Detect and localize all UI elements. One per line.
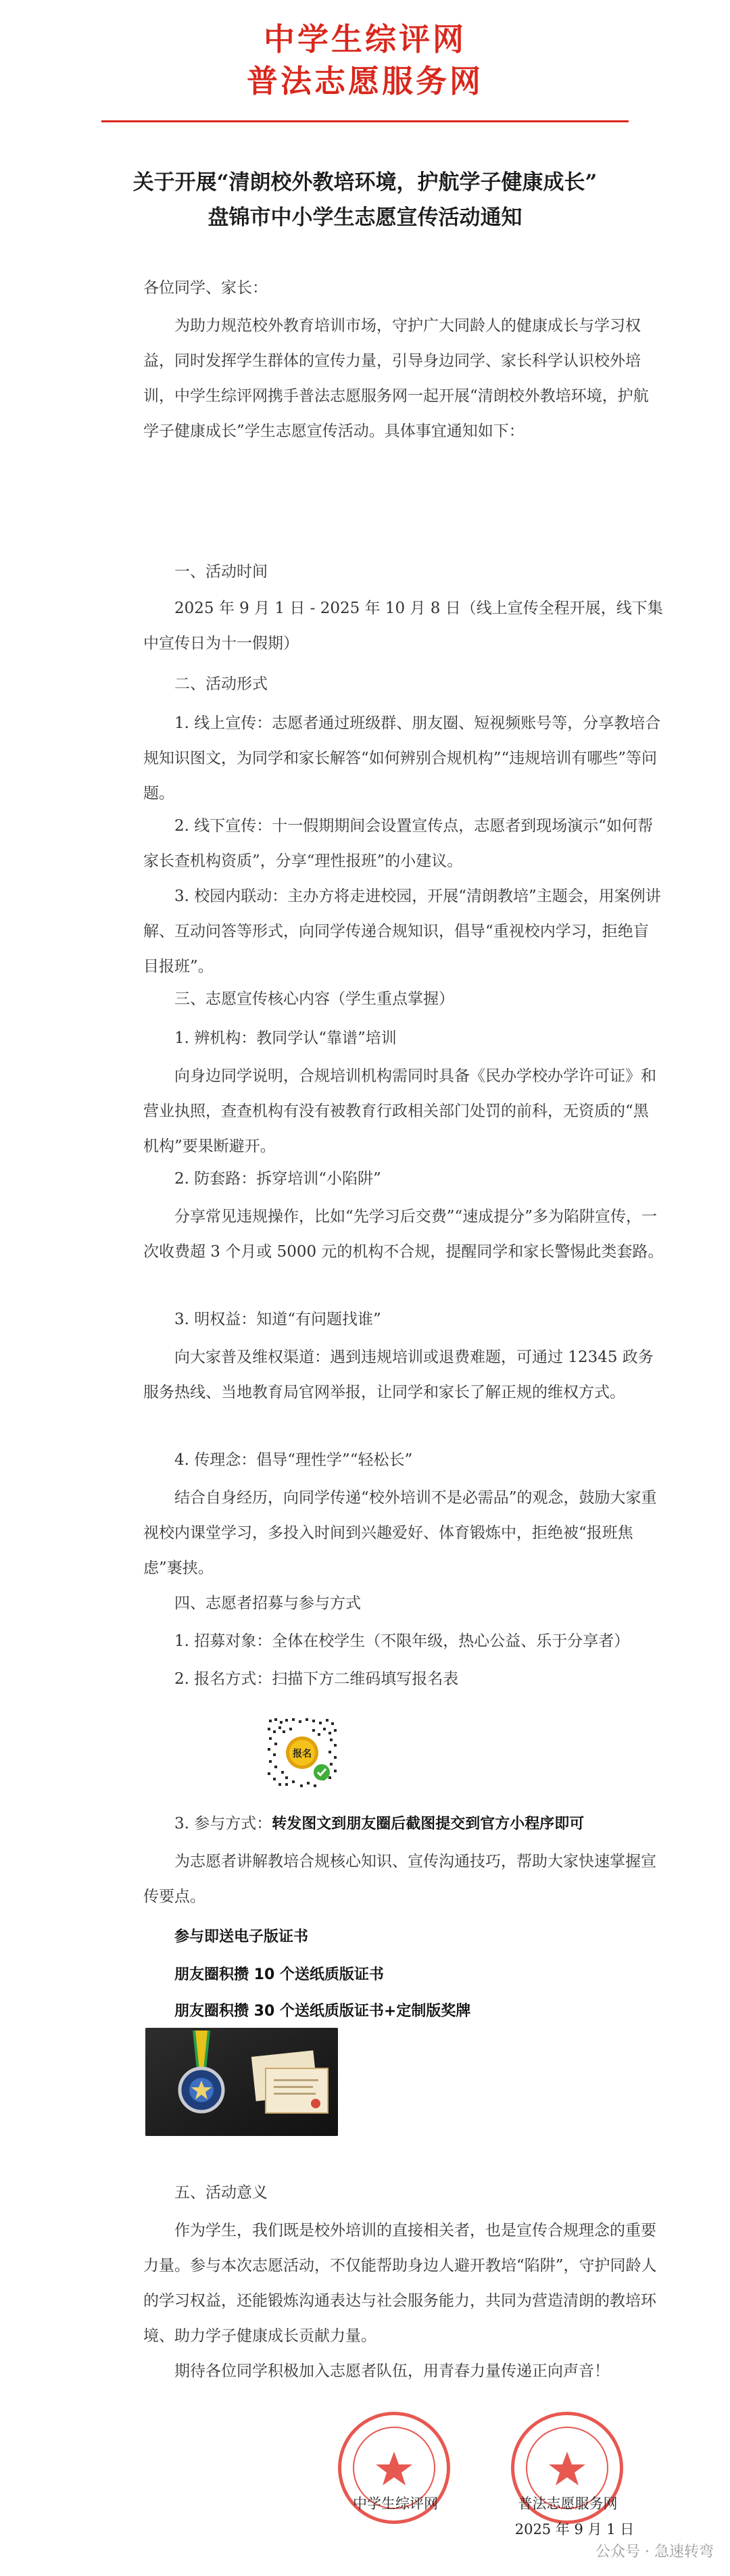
content-point1-body: 向身边同学说明，合规培训机构需同时具备《民办学校办学许可证》和营业执照，查查机构有没有被教育行政相关部门处罚的前科，无资质的“黑机构”要果断避开。 (143, 1067, 656, 1155)
content-point1-title: 1. 辨机构：教同学认“靠谱”培训 (174, 1029, 397, 1047)
banner-divider (101, 120, 629, 122)
reward-photo (145, 2028, 338, 2136)
section-format-heading: 二、活动形式 (174, 675, 268, 693)
participation-method-prefix: 3. 参与方式： (174, 1815, 272, 1832)
recruit-signup: 2. 报名方式：扫描下方二维码填写报名表 (174, 1670, 459, 1688)
section-time-body: 2025 年 9 月 1 日 - 2025 年 10 月 8 日（线上宣传全程开展，线下集中宣传日为十一假期） (143, 600, 663, 652)
section-meaning-heading: 五、活动意义 (174, 2184, 268, 2202)
banner-title-line1: 中学生综评网 (264, 21, 466, 57)
format-item-online: 1. 线上宣传：志愿者通过班级群、朋友圈、短视频账号等，分享教培合规知识图文，为同学和家长解答“如何辨别合规机构”“违规培训有哪些”等问题。 (143, 714, 661, 802)
section-content-heading: 三、志愿宣传核心内容（学生重点掌握） (174, 990, 454, 1008)
signature-org2: 普法志愿服务网 (518, 2496, 618, 2512)
medal-certificate-image (145, 2028, 338, 2136)
doc-title-line2: 盘锦市中小学生志愿宣传活动通知 (208, 205, 522, 230)
content-point3-body: 向大家普及维权渠道：遇到违规培训或退费难题，可通过 12345 政务服务热线、当地教育局官网举报，让同学和家长了解正规的维权方式。 (143, 1348, 654, 1401)
reward-medal: 朋友圈积攒 30 个送纸质版证书+定制版奖牌 (174, 2003, 471, 2020)
qr-code-icon (265, 1716, 339, 1790)
reward-paper-certificate: 朋友圈积攒 10 个送纸质版证书 (174, 1966, 384, 1983)
salutation: 各位同学、家长： (143, 279, 268, 297)
participation-method-highlight: 转发图文到朋友圈后截图提交到官方小程序即可 (272, 1816, 585, 1832)
reward-electronic-certificate: 参与即送电子版证书 (174, 1928, 309, 1945)
section-recruit-heading: 四、志愿者招募与参与方式 (174, 1595, 361, 1612)
recruit-target: 1. 招募对象：全体在校学生（不限年级，热心公益、乐于分享者） (174, 1632, 630, 1650)
content-point4-body: 结合自身经历，向同学传递“校外培训不是必需品”的观念，鼓励大家重视校内课堂学习，多投入时间到兴趣爱好、体育锻炼中，拒绝被“报班焦虑”裹挟。 (143, 1489, 657, 1577)
format-item-offline: 2. 线下宣传：十一假期期间会设置宣传点，志愿者到现场演示“如何帮家长查机构资质”，分享“理性报班”的小建议。 (143, 817, 654, 870)
content-point4-title: 4. 传理念：倡导“理性学”“轻松长” (174, 1451, 413, 1469)
signature-org1: 中学生综评网 (353, 2496, 438, 2512)
account-watermark: 公众号 · 急速转弯 (595, 2544, 714, 2560)
banner-title-line2: 普法志愿服务网 (247, 63, 483, 99)
signature-date: 2025 年 9 月 1 日 (514, 2521, 635, 2537)
participation-training: 为志愿者讲解教培合规核心知识、宣传沟通技巧，帮助大家快速掌握宣传要点。 (143, 1853, 656, 1905)
meaning-paragraph: 作为学生，我们既是校外培训的直接相关者，也是宣传合规理念的重要力量。参与本次志愿活动，不仅能帮助身边人避开教培“陷阱”，守护同龄人的学习权益，还能锻炼沟通表达与社会服务能力，共同为营造清朗的教培环境、助力学子健康成长贡献力量。 (143, 2222, 657, 2345)
doc-title-line1: 关于开展“清朗校外教培环境，护航学子健康成长” (132, 170, 598, 195)
participation-method (143, 1806, 664, 1842)
section-time-heading: 一、活动时间 (174, 563, 268, 581)
format-item-campus: 3. 校园内联动：主办方将走进校园，开展“清朗教培”主题会，用案例讲解、互动问答等形式，向同学传递合规知识，倡导“重视校内学习，拒绝盲目报班”。 (143, 888, 661, 975)
content-point3-title: 3. 明权益：知道“有问题找谁” (174, 1311, 381, 1328)
content-point2-title: 2. 防套路：拆穿培训“小陷阱” (174, 1170, 381, 1188)
content-point2-body: 分享常见违规操作，比如“先学习后交费”“速成提分”多为陷阱宣传，一次收费超 3 个月或 5000 元的机构不合规，提醒同学和家长警惕此类套路。 (143, 1208, 664, 1261)
qr-badge-label: 报名 (293, 1749, 312, 1759)
closing-paragraph: 期待各位同学积极加入志愿者队伍，用青春力量传递正向声音！ (174, 2362, 610, 2380)
signup-qr-code[interactable] (265, 1716, 339, 1790)
intro-paragraph: 为助力规范校外教育培训市场，守护广大同龄人的健康成长与学习权益，同时发挥学生群体的宣传力量，引导身边同学、家长科学认识校外培训，中学生综评网携手普法志愿服务网一起开展“清朗校外教培环境，护航学子健康成长”学生志愿宣传活动。具体事宜通知如下： (143, 317, 649, 440)
